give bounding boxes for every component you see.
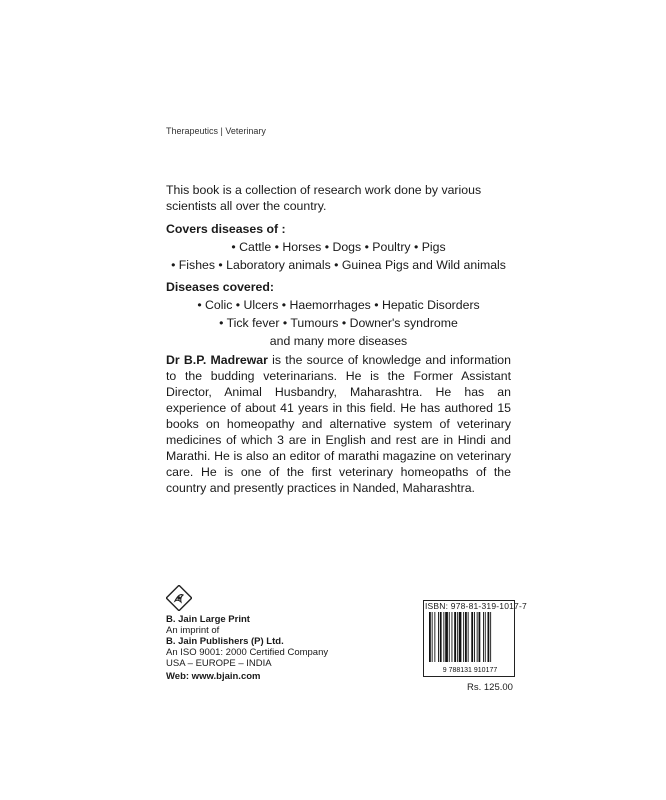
author-bio — [166, 352, 511, 496]
barcode-digits: 9 788131 910177 — [442, 667, 498, 674]
barcode — [427, 612, 513, 679]
diseases-line-1: • Colic • Ulcers • Haemorrhages • Hepatic Disorders — [197, 298, 480, 312]
imprint-name: B. Jain Large Print — [166, 614, 250, 625]
author-bio-text: is the source of knowledge and information to the budding veterinarians. He is the Former Assistant Director, Animal Husbandry, Maharashtra. He has an experience of about 41 years in this field. He has authored 15 books on homeopathy and alternative system of veterinary medicines of which 3 are in English and rest are in Hindi and Marathi. He is also an editor of marathi magazine on veterinary care. He is one of the first veterinary homeopaths of the country and presently practices in Nanded, Maharashtra. — [166, 353, 511, 495]
diseases-title: Diseases covered: — [166, 280, 275, 294]
covers-line-2: • Fishes • Laboratory animals • Guinea Pigs and Wild animals — [171, 258, 506, 272]
category-label: Therapeutics | Veterinary — [166, 126, 266, 136]
publisher-company: B. Jain Publishers (P) Ltd. — [166, 636, 284, 647]
covers-line-1: • Cattle • Horses • Dogs • Poultry • Pigs — [231, 240, 446, 254]
isbn-label: ISBN: 978-81-319-1017-7 — [425, 601, 527, 611]
diseases-line-2: • Tick fever • Tumours • Downer's syndrome — [219, 316, 458, 330]
imprint-of: An imprint of — [166, 625, 220, 636]
price-label: Rs. 125.00 — [467, 682, 513, 693]
iso-certification: An ISO 9001: 2000 Certified Company — [166, 647, 329, 658]
bjain-logo-icon — [166, 585, 192, 611]
publisher-regions: USA – EUROPE – INDIA — [166, 658, 272, 669]
intro-text: This book is a collection of research work done by various scientists all over the country. — [166, 183, 482, 213]
diseases-line-3: and many more diseases — [269, 334, 408, 348]
covers-title: Covers diseases of : — [166, 222, 286, 236]
author-name: Dr B.P. Madrewar — [166, 353, 268, 367]
publisher-web: Web: www.bjain.com — [166, 671, 261, 682]
